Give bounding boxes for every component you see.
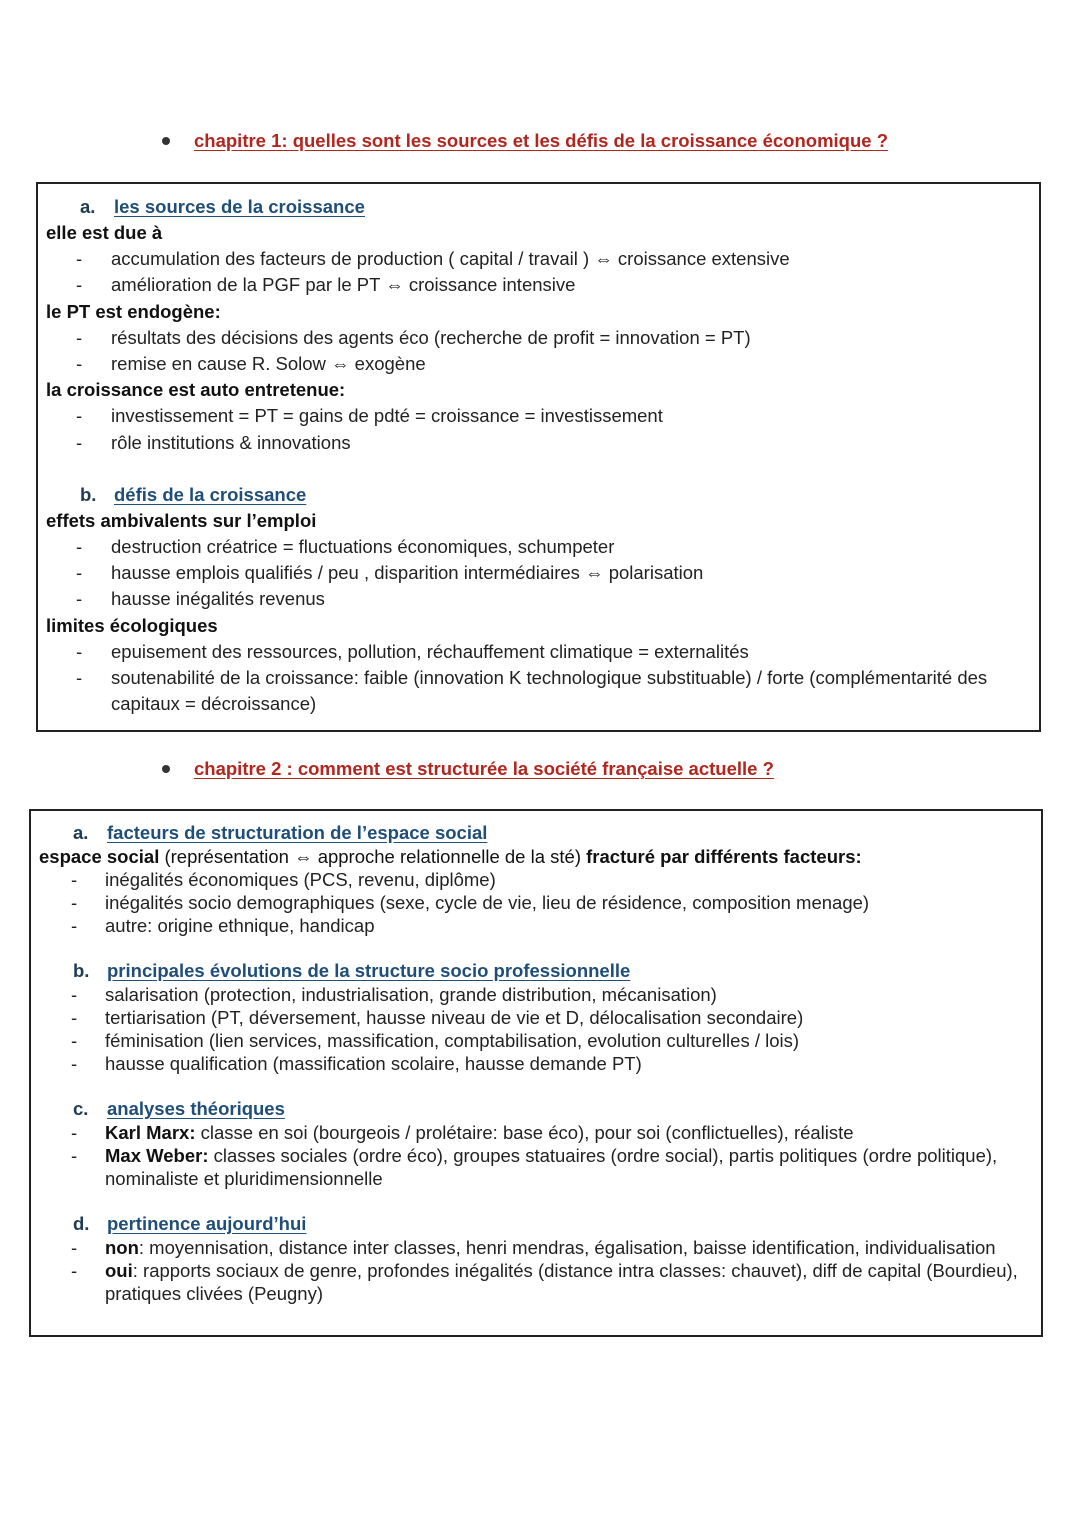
section-title: les sources de la croissance xyxy=(114,196,365,217)
section-title: principales évolutions de la structure socio professionnelle xyxy=(107,960,631,981)
list-item: - inégalités socio demographiques (sexe, cycle de vie, lieu de résidence, composition menage) xyxy=(71,892,870,913)
list-item: - autre: origine ethnique, handicap xyxy=(71,915,375,936)
section-letter: a. xyxy=(73,822,89,843)
list-item: - féminisation (lien services, massification, comptabilisation, evolution culturelles / lois) xyxy=(71,1030,800,1051)
section-intro: espace social (représentation ⇔ approche relationnelle de la sté) fracturé par différents facteurs: xyxy=(39,846,862,867)
list-item: - epuisement des ressources, pollution, réchauffement climatique = externalités xyxy=(76,640,749,662)
list-item: - oui: rapports sociaux de genre, profondes inégalités (distance intra classes: chauvet), diff de capital (Bourdieu), pratiques clivées (Peugny) xyxy=(71,1260,1018,1304)
bullet-icon xyxy=(162,765,170,773)
section-title: pertinence aujourd’hui xyxy=(107,1213,307,1234)
group-heading: elle est due à xyxy=(46,222,163,243)
list-item: - accumulation des facteurs de production ( capital / travail ) ⇔ croissance extensive xyxy=(76,248,790,270)
list-item: - soutenabilité de la croissance: faible (innovation K technologique substituable) / forte (complémentarité des capitaux = décroissance) xyxy=(76,666,988,715)
chapter-1-heading xyxy=(162,130,888,152)
chapter-1-title: chapitre 1: quelles sont les sources et les défis de la croissance économique ? xyxy=(194,130,889,151)
chapter-1-box xyxy=(36,182,1041,732)
section-letter: b. xyxy=(73,960,90,981)
section-a-heading xyxy=(39,821,1033,845)
list-item: - non: moyennisation, distance inter classes, henri mendras, égalisation, baisse identification, individualisation xyxy=(71,1237,996,1258)
group-heading: la croissance est auto entretenue: xyxy=(46,379,346,401)
list-item: - inégalités économiques (PCS, revenu, diplôme) xyxy=(71,869,496,890)
section-title: analyses théoriques xyxy=(107,1098,285,1119)
group-heading: effets ambivalents sur l’emploi xyxy=(46,509,317,531)
chapter-2-heading xyxy=(162,758,774,780)
list-item: - destruction créatrice = fluctuations économiques, schumpeter xyxy=(76,535,615,557)
section-letter: b. xyxy=(80,483,97,505)
section-letter: a. xyxy=(80,196,96,217)
list-item: - investissement = PT = gains de pdté = croissance = investissement xyxy=(76,405,663,427)
section-title: facteurs de structuration de l’espace social xyxy=(107,822,488,843)
list-item: - remise en cause R. Solow ⇔ exogène xyxy=(76,352,426,374)
list-item: - amélioration de la PGF par le PT ⇔ croissance intensive xyxy=(76,274,576,296)
list-item: - hausse inégalités revenus xyxy=(76,588,325,610)
list-item: - Karl Marx: classe en soi (bourgeois / prolétaire: base éco), pour soi (conflictuelles), réaliste xyxy=(71,1122,854,1143)
section-d-heading xyxy=(39,1212,1033,1236)
section-letter: c. xyxy=(73,1098,89,1119)
section-title: défis de la croissance xyxy=(114,483,307,505)
list-item: - tertiarisation (PT, déversement, hausse niveau de vie et D, délocalisation secondaire) xyxy=(71,1007,804,1028)
list-item: - hausse emplois qualifiés / peu , disparition intermédiaires ⇔ polarisation xyxy=(76,562,704,584)
list-item: - Max Weber: classes sociales (ordre éco), groupes statuaires (ordre social), partis politiques (ordre politique), nominaliste et pluridimensionnelle xyxy=(71,1145,998,1189)
bullet-icon xyxy=(162,137,170,145)
list-item: - hausse qualification (massification scolaire, hausse demande PT) xyxy=(71,1053,642,1074)
chapter-2-box xyxy=(29,809,1043,1337)
list-item: - rôle institutions & innovations xyxy=(76,431,351,453)
section-b-heading xyxy=(39,959,1033,983)
chapter-2-title: chapitre 2 : comment est structurée la société française actuelle ? xyxy=(194,758,774,779)
group-heading: limites écologiques xyxy=(46,614,218,636)
section-b-heading xyxy=(46,482,1031,508)
list-item: - salarisation (protection, industrialisation, grande distribution, mécanisation) xyxy=(71,984,717,1005)
list-item: - résultats des décisions des agents éco (recherche de profit = innovation = PT) xyxy=(76,326,751,348)
section-letter: d. xyxy=(73,1213,90,1234)
section-a-heading xyxy=(46,194,1031,220)
section-c-heading xyxy=(39,1097,1033,1121)
group-heading: le PT est endogène: xyxy=(46,300,221,322)
